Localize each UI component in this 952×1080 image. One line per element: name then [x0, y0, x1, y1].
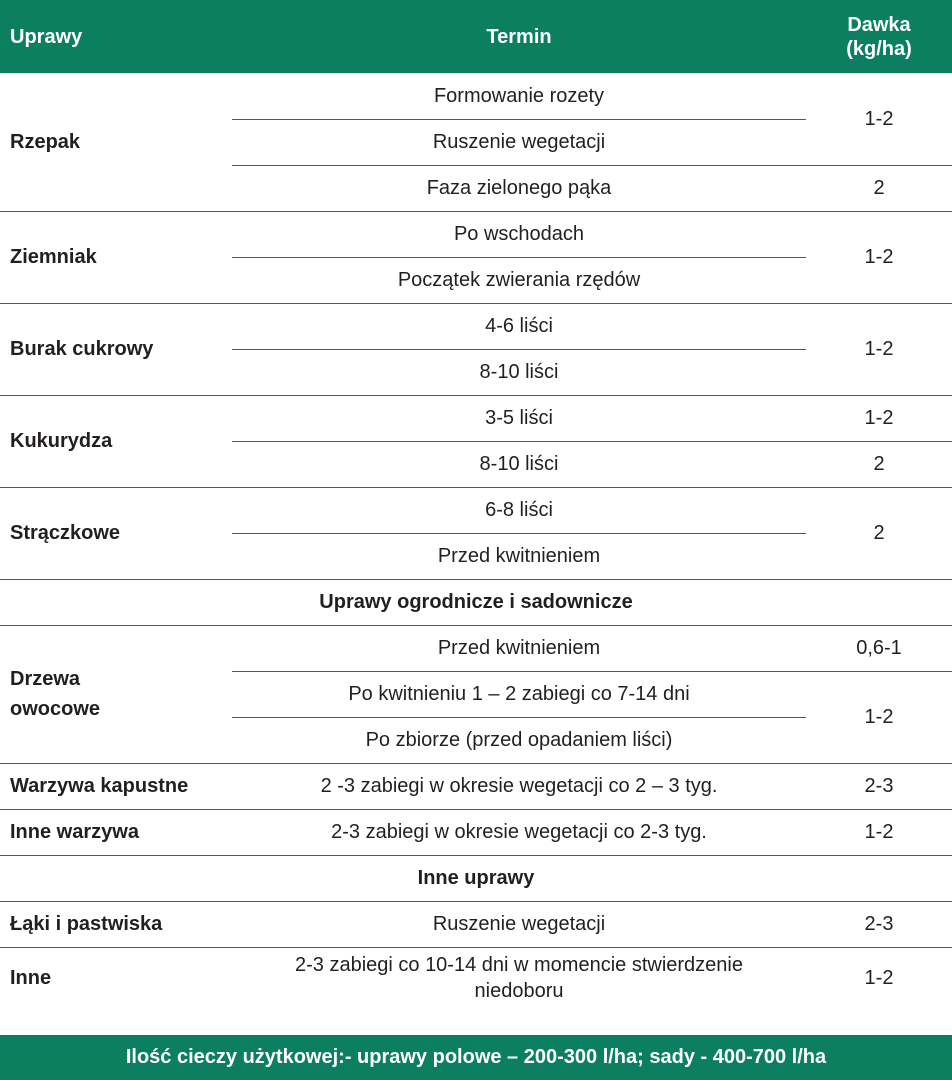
table-row: [0, 73, 952, 119]
dose-cell: 1-2: [806, 395, 952, 441]
dose-cell: 2-3: [806, 763, 952, 809]
crop-name-line1: Drzewa: [10, 668, 81, 690]
header-dose-line1: Dawka: [847, 13, 911, 36]
term-cell: Ruszenie wegetacji: [232, 119, 806, 165]
term-cell: Ruszenie wegetacji: [232, 901, 806, 947]
dose-cell: 2: [806, 441, 952, 487]
term-line2: niedoboru: [474, 980, 564, 1003]
table-row: [0, 211, 952, 257]
term-cell: 2-3 zabiegi w okresie wegetacji co 2-3 tyg.: [232, 809, 806, 855]
term-cell: 2 -3 zabiegi w okresie wegetacji co 2 – 3 tyg.: [232, 763, 806, 809]
dose-cell: 1-2: [806, 303, 952, 395]
dose-cell: 0,6-1: [806, 625, 952, 671]
term-cell: Formowanie rozety: [232, 73, 806, 119]
term-cell: [232, 947, 806, 1009]
term-cell: Po wschodach: [232, 211, 806, 257]
section-row: [0, 855, 952, 901]
crop-name: Rzepak: [0, 73, 232, 211]
term-cell: Przed kwitnieniem: [232, 625, 806, 671]
crop-name: Burak cukrowy: [0, 303, 232, 395]
header-dose-line2: (kg/ha): [846, 37, 912, 60]
table-row: [0, 901, 952, 947]
term-cell: 6-8 liści: [232, 487, 806, 533]
crop-name: Łąki i pastwiska: [0, 901, 232, 947]
table-row: [0, 809, 952, 855]
section-title: Uprawy ogrodnicze i sadownicze: [0, 579, 952, 625]
crop-name: Ziemniak: [0, 211, 232, 303]
crop-name: [0, 625, 232, 763]
term-cell: 8-10 liści: [232, 349, 806, 395]
dose-cell: 1-2: [806, 211, 952, 303]
term-cell: Przed kwitnieniem: [232, 533, 806, 579]
term-cell: 3-5 liści: [232, 395, 806, 441]
crop-name: Strączkowe: [0, 487, 232, 579]
term-cell: Początek zwierania rzędów: [232, 257, 806, 303]
dose-cell: 1-2: [806, 809, 952, 855]
table-row: [0, 625, 952, 671]
section-row: [0, 579, 952, 625]
dose-cell: 2: [806, 165, 952, 211]
table-row: [0, 947, 952, 1009]
table-header-row: [0, 0, 952, 73]
header-dose: [806, 0, 952, 73]
dose-cell: 1-2: [864, 967, 894, 990]
table-row: [0, 395, 952, 441]
term-cell: 8-10 liści: [232, 441, 806, 487]
table-row: [0, 487, 952, 533]
term-cell: Faza zielonego pąka: [232, 165, 806, 211]
crop-name: Inne warzywa: [0, 809, 232, 855]
footer-note: Ilość cieczy użytkowej:- uprawy polowe – 200-300 l/ha; sady - 400-700 l/ha: [0, 1035, 952, 1080]
section-title: Inne uprawy: [0, 855, 952, 901]
term-cell: Po kwitnieniu 1 – 2 zabiegi co 7-14 dni: [232, 671, 806, 717]
dose-cell: 2-3: [806, 901, 952, 947]
header-crop: Uprawy: [0, 0, 232, 73]
dose-cell: 1-2: [806, 73, 952, 165]
crop-name: Inne: [10, 967, 52, 990]
term-cell: 4-6 liści: [232, 303, 806, 349]
crop-name: Kukurydza: [0, 395, 232, 487]
dose-cell: 2: [806, 487, 952, 579]
table-row: [0, 763, 952, 809]
crop-name-line2: owocowe: [10, 698, 101, 720]
dose-cell: 1-2: [806, 671, 952, 763]
term-cell: Po zbiorze (przed opadaniem liści): [232, 717, 806, 763]
table-row: [0, 303, 952, 349]
crop-name: Warzywa kapustne: [0, 763, 232, 809]
header-term: Termin: [232, 0, 806, 73]
term-line1: 2-3 zabiegi co 10-14 dni w momencie stwierdzenie: [294, 954, 743, 977]
